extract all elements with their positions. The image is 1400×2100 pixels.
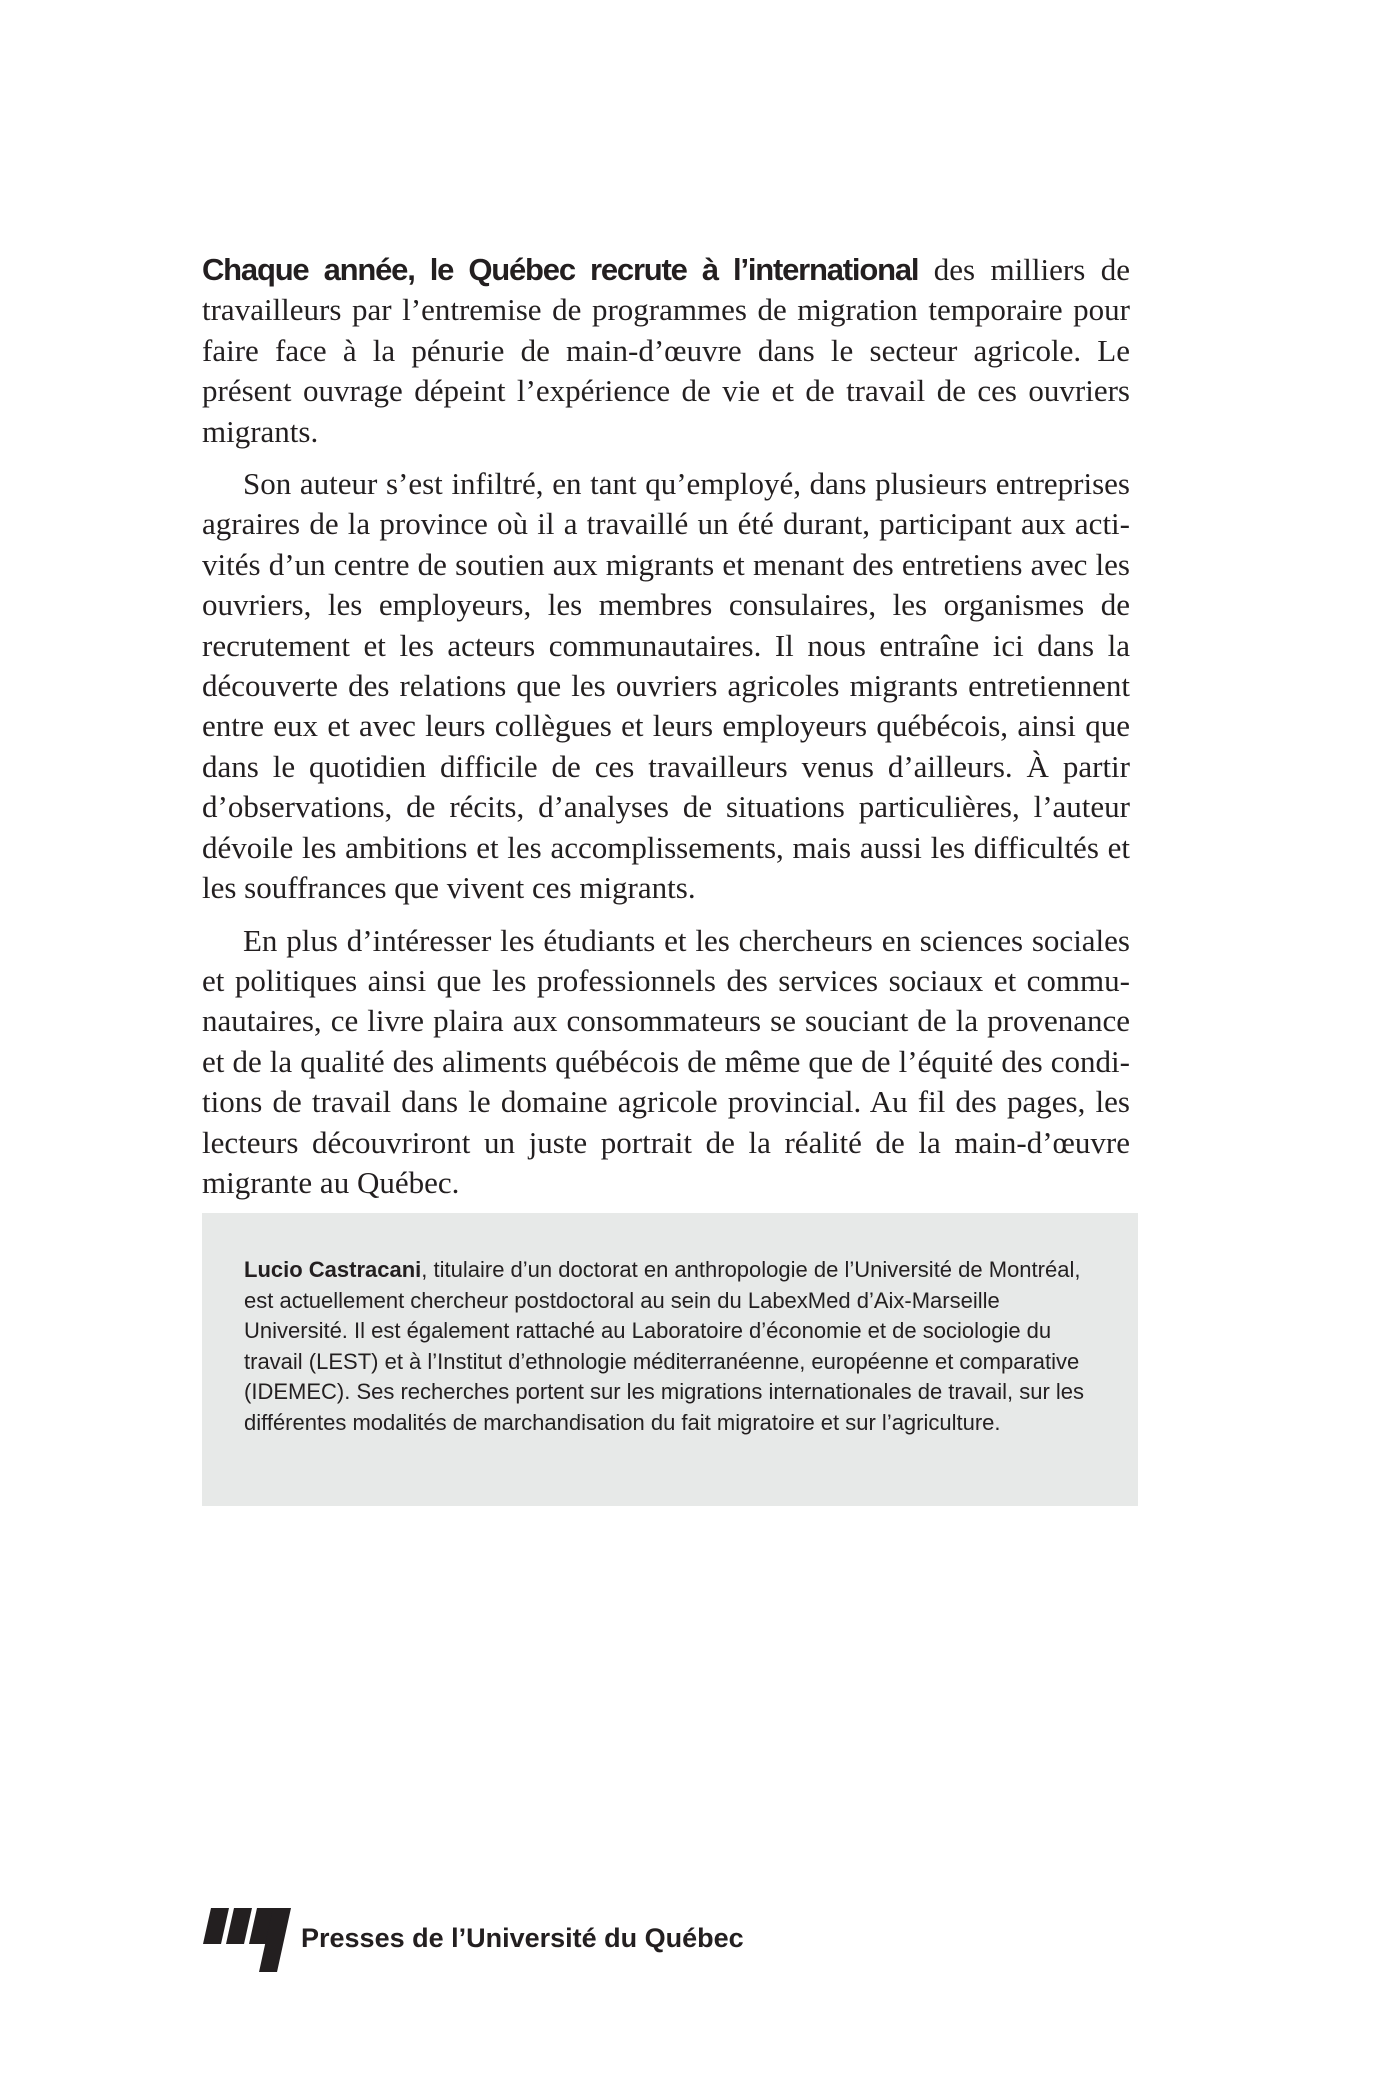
publisher-name: Presses de l’Université du Québec (301, 1923, 744, 1953)
paragraph-audience: En plus d’intéresser les étudiants et les chercheurs en sciences sociales et politiques ainsi que les professionnels des services sociaux et communautaires, ce livre plaira aux consommateurs se souciant de la provenance et de la qualité des aliments québécois de même que de l’équité des conditions de travail dans le domaine agricole provincial. Au fil des pages, les lecteurs découvriront un juste portrait de la réalité de la main-d’œuvre migrante au Québec. (202, 922, 1130, 1200)
author-bio-box (202, 1213, 1138, 1506)
summary-text (202, 250, 1130, 1215)
paragraph-method: Son auteur s’est infiltré, en tant qu’employé, dans plusieurs entreprises agraires de la province où il a travaillé un été durant, participant aux activités d’un centre de soutien aux migrants et menant des entretiens avec les ouvriers, les employeurs, les membres consulaires, les organismes de recrutement et les acteurs communautaires. Il nous entraîne ici dans la découverte des relations que les ouvriers agricoles migrants entretiennent entre eux et avec leurs collègues et leurs employeurs québécois, ainsi que dans le quotidien difficile de ces travailleurs venus d’ailleurs. À partir d’observations, de récits, d’analyses de situations particulières, l’auteur dévoile les ambitions et les accomplissements, mais aussi les difficultés et les souffrances que vivent ces migrants. (202, 466, 1130, 906)
author-bio (244, 1255, 1098, 1438)
author-name: Lucio Castracani (244, 1257, 422, 1282)
publisher-block (203, 1908, 744, 1972)
lead-heading: Chaque année, le Québec recrute à l’international (202, 252, 919, 287)
intro-text: des milliers de travailleurs par l’entremise de programmes de migration temporaire pour faire face à la pénurie de main-d’œuvre dans le secteur agricole. Le présent ouvrage dépeint l’expérience de vie et de travail de ces ouvriers migrants. (202, 252, 1131, 449)
puq-logo-icon (203, 1908, 291, 1972)
author-bio-text: , titulaire d’un doctorat en anthropologie de l’Université de Montréal, est actuellement chercheur postdoctoral au sein du LabexMed d’Aix-Marseille Université. Il est également rattaché au Laboratoire d’économie et de sociologie du travail (LEST) et à l’Institut d’ethnologie méditerranéenne, européenne et comparative (IDEMEC). Ses recherches portent sur les migrations internationales de travail, sur les différentes modalités de marchandisation du fait migratoire et sur l’agriculture. (244, 1257, 1085, 1435)
intro-paragraph (202, 250, 1130, 452)
